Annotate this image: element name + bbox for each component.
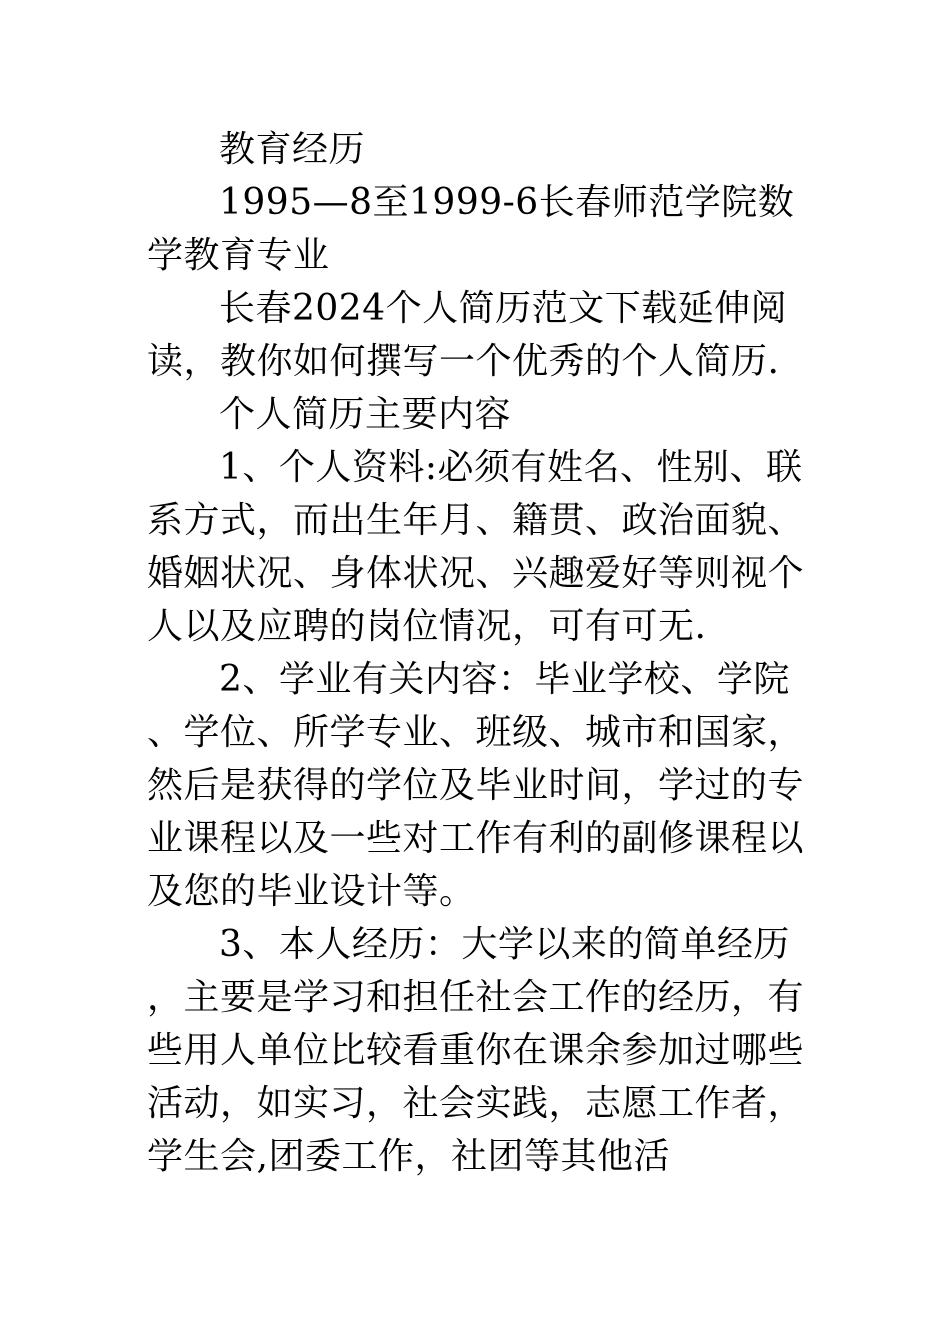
intro-paragraph: 长春2024个人简历范文下载延伸阅读，教你如何撰写一个优秀的个人简历. — [147, 288, 788, 382]
document-body — [147, 123, 809, 1183]
item-personal-info: 1、个人资料:必须有姓名、性别、联系方式，而出生年月、籍贯、政治面貌、婚姻状况、身体状况、兴趣爱好等则视个人以及应聘的岗位情况，可有可无. — [147, 447, 805, 647]
item-academic-info: 2、学业有关内容：毕业学校、学院、学位、所学专业、班级、城市和国家，然后是获得的学位及毕业时间，学过的专业课程以及一些对工作有利的副修课程以及您的毕业设计等。 — [147, 659, 805, 912]
item-experience: 3、本人经历：大学以来的简单经历，主要是学习和担任社会工作的经历，有些用人单位比较看重你在课余参加过哪些活动，如实习，社会实践，志愿工作者，学生会,团委工作，社团等其他活 — [147, 924, 805, 1177]
section-heading-main-content: 个人简历主要内容 — [219, 394, 512, 435]
education-entry: 1995—8至1999-6长春师范学院数学教育专业 — [147, 182, 795, 276]
section-heading-education: 教育经历 — [219, 129, 366, 170]
